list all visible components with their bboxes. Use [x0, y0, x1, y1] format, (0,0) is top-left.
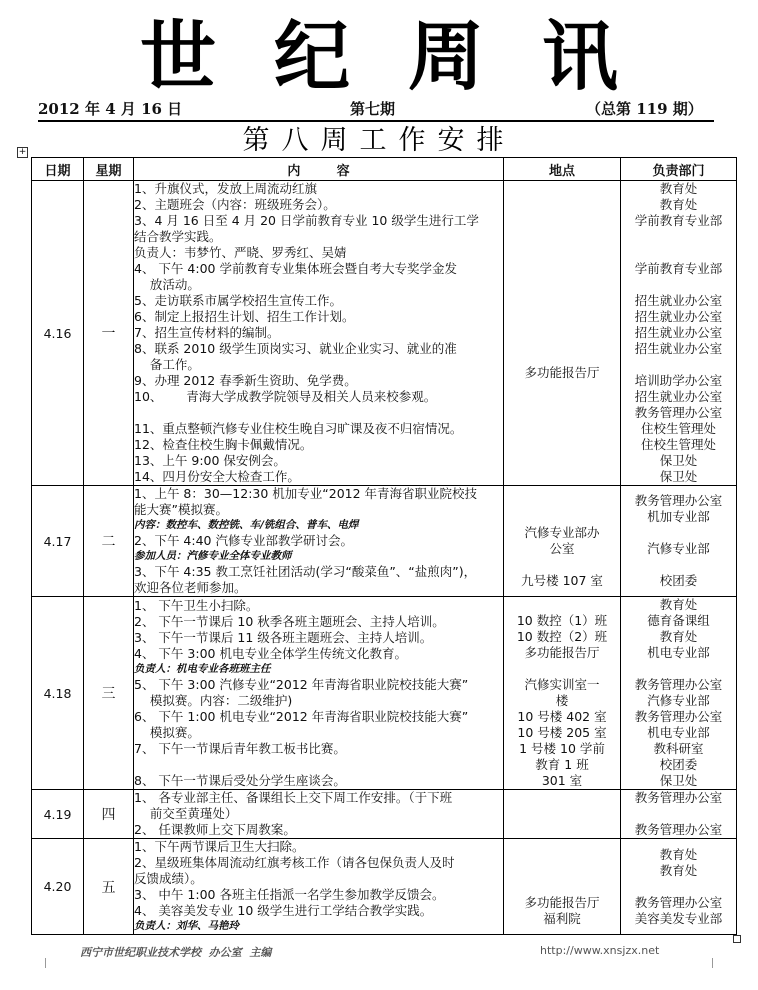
row-content-line: 1、下午两节课后卫生大扫除。	[134, 839, 305, 854]
row-weekday: 二	[84, 486, 134, 597]
row-location-line	[504, 557, 620, 573]
row-location-line: 九号楼 107 室	[521, 573, 603, 588]
row-department-line: 机电专业部	[647, 645, 710, 660]
row-content-line: 6、制定上报招生计划、招生工作计划。	[134, 309, 355, 324]
row-content-line: 内容：数控车、数控铣、车/铣组合、普车、电焊	[134, 519, 359, 531]
row-weekday: 三	[84, 597, 134, 790]
row-location	[504, 597, 621, 790]
row-department-line: 招生就业办公室	[634, 389, 723, 404]
row-content	[134, 181, 504, 486]
row-department-line: 教务管理办公室	[634, 790, 723, 805]
table-row	[32, 597, 737, 790]
row-content-line: 能大赛”模拟赛。	[134, 502, 228, 517]
row-location-line: 10 号楼 205 室	[517, 725, 607, 740]
row-content-line: 2、下午 4:40 汽修专业部教学研讨会。	[134, 533, 353, 548]
row-department-line: 保卫处	[659, 469, 698, 484]
row-department-line: 保卫处	[659, 453, 698, 468]
header-date: 日期	[32, 158, 84, 181]
row-department-line: 机加专业部	[647, 509, 710, 524]
row-department	[621, 790, 737, 839]
row-weekday: 一	[84, 181, 134, 486]
footer-url[interactable]: http://www.xnsjzx.net	[540, 944, 660, 957]
row-department-line	[621, 661, 736, 677]
row-department-line: 招生就业办公室	[634, 309, 723, 324]
row-content-line: 反馈成绩）。	[134, 871, 203, 886]
header-content: 内 容	[134, 158, 504, 181]
row-department-line: 保卫处	[659, 773, 698, 788]
row-location-line: 汽修实训室一	[524, 677, 600, 692]
row-department-line: 住校生管理处	[640, 437, 716, 452]
row-department-line: 培训助学办公室	[634, 373, 723, 388]
row-department-line: 招生就业办公室	[634, 341, 723, 356]
row-department-line: 教务管理办公室	[634, 493, 723, 508]
row-department-line	[621, 806, 736, 822]
row-content-line: 2、星级班集体周流动红旗考核工作（请各包保负责人及时	[134, 855, 455, 870]
page-corner-mark	[35, 958, 46, 968]
row-location-line: 教育 1 班	[535, 757, 589, 772]
row-location-line	[504, 333, 620, 349]
row-content-line: 8、 下午一节课后受处分学生座谈会。	[134, 772, 346, 788]
row-content-line: 8、联系 2010 级学生顶岗实习、就业企业实习、就业的准	[134, 341, 457, 356]
row-content-line: 11、重点整顿汽修专业住校生晚自习旷课及夜不归宿情况。	[134, 421, 463, 436]
table-row	[32, 181, 737, 486]
row-location-line: 1 号楼 10 学前	[519, 741, 605, 756]
row-content-line: 5、走访联系市属学校招生宣传工作。	[134, 293, 342, 308]
row-content-line: 前交至黄瑾处）	[134, 806, 238, 821]
row-department	[621, 486, 737, 597]
row-content-line: 7、招生宣传材料的编制。	[134, 325, 280, 340]
row-location-line	[504, 285, 620, 301]
row-content-line	[134, 757, 503, 773]
row-department-line: 教务管理办公室	[634, 709, 723, 724]
row-content-line: 3、4 月 16 日至 4 月 20 日学前教育专业 10 级学生进行工学	[134, 213, 479, 228]
row-content-line: 负责人：机电专业各班班主任	[134, 662, 271, 675]
row-department-line	[621, 879, 736, 895]
row-department-line: 住校生管理处	[640, 421, 716, 436]
header-department: 负责部门	[621, 158, 737, 181]
row-location	[504, 839, 621, 935]
row-location-line	[504, 301, 620, 317]
header-location: 地点	[504, 158, 621, 181]
row-content-line: 参加人员：汽修专业全体专业教师	[134, 550, 292, 562]
row-content-line: 1、 各专业部主任、备课组长上交下周工作安排。（于下班	[134, 790, 453, 805]
row-content-line: 3、 下午一节课后 11 级各班主题班会、主持人培训。	[134, 629, 433, 645]
row-department-line: 教育处	[659, 197, 698, 212]
row-content-line: 12、检查住校生胸卡佩戴情况。	[134, 437, 313, 452]
row-department-line	[621, 229, 736, 245]
row-location-line	[504, 879, 620, 895]
row-department	[621, 839, 737, 935]
row-location-line: 楼	[555, 693, 569, 708]
row-content-line: 7、 下午一节课后青年教工板书比赛。	[134, 740, 346, 756]
row-content-line: 2、 下午一节课后 10 秋季各班主题班会、主持人培训。	[134, 613, 445, 629]
row-content	[134, 790, 504, 839]
row-department-line: 招生就业办公室	[634, 325, 723, 340]
row-content-line: 5、 下午 3:00 汽修专业“2012 年青海省职业院校技能大赛”	[134, 676, 469, 692]
row-location-line: 301 室	[541, 773, 583, 788]
masthead-title: 世纪周讯	[140, 11, 676, 101]
row-department-line: 教育处	[659, 181, 698, 196]
row-content-line: 模拟赛。内容：二级维护)	[134, 692, 293, 708]
row-content-line: 放活动。	[134, 277, 200, 292]
row-content	[134, 597, 504, 790]
row-location	[504, 790, 621, 839]
row-content-line: 2、 任课教师上交下周教案。	[134, 822, 296, 837]
table-row	[32, 790, 737, 839]
page-title: 第八周工作安排	[242, 125, 516, 156]
row-location-line: 10 数控（2）班	[516, 629, 608, 644]
row-department-line: 学前教育专业部	[634, 261, 723, 276]
row-weekday: 四	[84, 790, 134, 839]
row-department	[621, 597, 737, 790]
row-department-line: 教务管理办公室	[634, 677, 723, 692]
row-content-line: 4、 下午 3:00 机电专业全体学生传统文化教育。	[134, 645, 407, 661]
row-location-line	[504, 317, 620, 333]
row-location-line: 公室	[549, 541, 575, 556]
row-content-line: 13、上午 9:00 保安例会。	[134, 453, 286, 468]
row-content-line: 14、四月份安全大检查工作。	[134, 469, 300, 484]
row-department-line: 教育处	[659, 862, 698, 878]
table-resize-handle-icon[interactable]	[733, 935, 741, 943]
row-date: 4.18	[32, 597, 84, 790]
row-department-line: 教务管理办公室	[634, 405, 723, 420]
table-move-handle-icon[interactable]: +	[18, 147, 27, 157]
row-weekday: 五	[84, 839, 134, 935]
row-department-line: 机电专业部	[647, 725, 710, 740]
row-content-line: 模拟赛。	[134, 724, 200, 740]
footer-org: 西宁市世纪职业技术学校 办公室 主编	[80, 946, 272, 959]
row-department-line	[621, 525, 736, 541]
row-location-line	[504, 847, 620, 863]
row-content-line: 负责人：韦梦竹、严晓、罗秀红、吴婧	[134, 245, 347, 260]
row-location-line: 福利院	[543, 910, 581, 926]
row-location-line	[504, 349, 620, 365]
row-content-line: 结合教学实践。	[134, 229, 222, 244]
table-row	[32, 839, 737, 935]
row-department-line: 校团委	[659, 757, 698, 772]
row-department-line: 汽修专业部	[647, 693, 710, 708]
row-department-line: 招生就业办公室	[634, 293, 723, 308]
row-department-line: 教科研室	[653, 741, 704, 756]
schedule-table	[31, 157, 737, 935]
row-content-line: 6、 下午 1:00 机电专业“2012 年青海省职业院校技能大赛”	[134, 708, 469, 724]
row-department-line	[621, 277, 736, 293]
page-corner-mark	[712, 958, 723, 968]
footer	[30, 944, 730, 960]
row-department-line: 教务管理办公室	[634, 894, 723, 910]
row-location-line	[504, 863, 620, 879]
row-date: 4.20	[32, 839, 84, 935]
row-department-line: 学前教育专业部	[634, 213, 723, 228]
row-content	[134, 839, 504, 935]
row-location-line	[504, 661, 620, 677]
row-date: 4.16	[32, 181, 84, 486]
row-department-line	[621, 357, 736, 373]
row-department-line: 教育处	[659, 629, 698, 644]
row-content-line: 10、 青海大学成教学院领导及相关人员来校参观。	[134, 389, 437, 404]
row-location-line	[504, 509, 620, 525]
issue-total: （总第 119 期）	[586, 100, 703, 118]
row-content-line: 3、 中午 1:00 各班主任指派一名学生参加教学反馈会。	[134, 887, 445, 902]
row-date: 4.19	[32, 790, 84, 839]
header-weekday: 星期	[84, 158, 134, 181]
row-content-line: 1、 下午卫生小扫除。	[134, 597, 259, 613]
row-location-line	[504, 597, 620, 613]
row-content-line: 1、上午 8：30—12:30 机加专业“2012 年青海省职业院校技	[134, 486, 478, 501]
row-location-line: 汽修专业部办	[524, 525, 600, 540]
row-content-line: 备工作。	[134, 357, 200, 372]
row-location	[504, 181, 621, 486]
row-content-line: 1、升旗仪式，发放上周流动红旗	[134, 181, 317, 196]
row-content-line	[134, 405, 503, 421]
row-content	[134, 486, 504, 597]
row-content-line: 4、 下午 4:00 学前教育专业集体班会暨自考大专奖学金发	[134, 261, 457, 276]
row-content-line: 9、办理 2012 春季新生资助、免学费。	[134, 373, 357, 388]
row-location-line: 10 号楼 402 室	[517, 709, 607, 724]
row-location-line: 多功能报告厅	[524, 894, 600, 910]
row-content-line: 2、主题班会（内容：班级班务会）。	[134, 197, 336, 212]
row-location-line	[504, 493, 620, 509]
row-department-line: 教育处	[659, 597, 698, 612]
row-department-line: 德育备课组	[647, 613, 710, 628]
row-location	[504, 486, 621, 597]
row-department	[621, 181, 737, 486]
table-row	[32, 486, 737, 597]
row-department-line	[621, 245, 736, 261]
row-location-line: 10 数控（1）班	[516, 613, 608, 628]
issue-date: 2012 年 4 月 16 日	[38, 100, 183, 118]
row-department-line: 教务管理办公室	[634, 822, 723, 837]
row-department-line: 教育处	[659, 846, 698, 862]
table-header-row	[32, 158, 737, 181]
row-department-line: 校团委	[659, 573, 698, 588]
issue-number: 第七期	[350, 100, 396, 118]
row-content-line: 3、下午 4:35 教工烹饪社团活动(学习“酸菜鱼”、“盐煎肉”)，	[134, 564, 477, 579]
row-location-line: 多功能报告厅	[524, 365, 600, 380]
row-content-line: 负责人：刘华、马艳玲	[134, 920, 239, 932]
row-department-line: 美容美发专业部	[634, 910, 723, 926]
row-department-line	[621, 557, 736, 573]
row-content-line: 欢迎各位老师参加。	[134, 580, 247, 595]
row-location-line: 多功能报告厅	[524, 645, 600, 660]
row-date: 4.17	[32, 486, 84, 597]
row-location-line	[504, 806, 620, 822]
row-department-line: 汽修专业部	[647, 541, 710, 556]
row-content-line: 4、 美容美发专业 10 级学生进行工学结合教学实践。	[134, 903, 433, 918]
